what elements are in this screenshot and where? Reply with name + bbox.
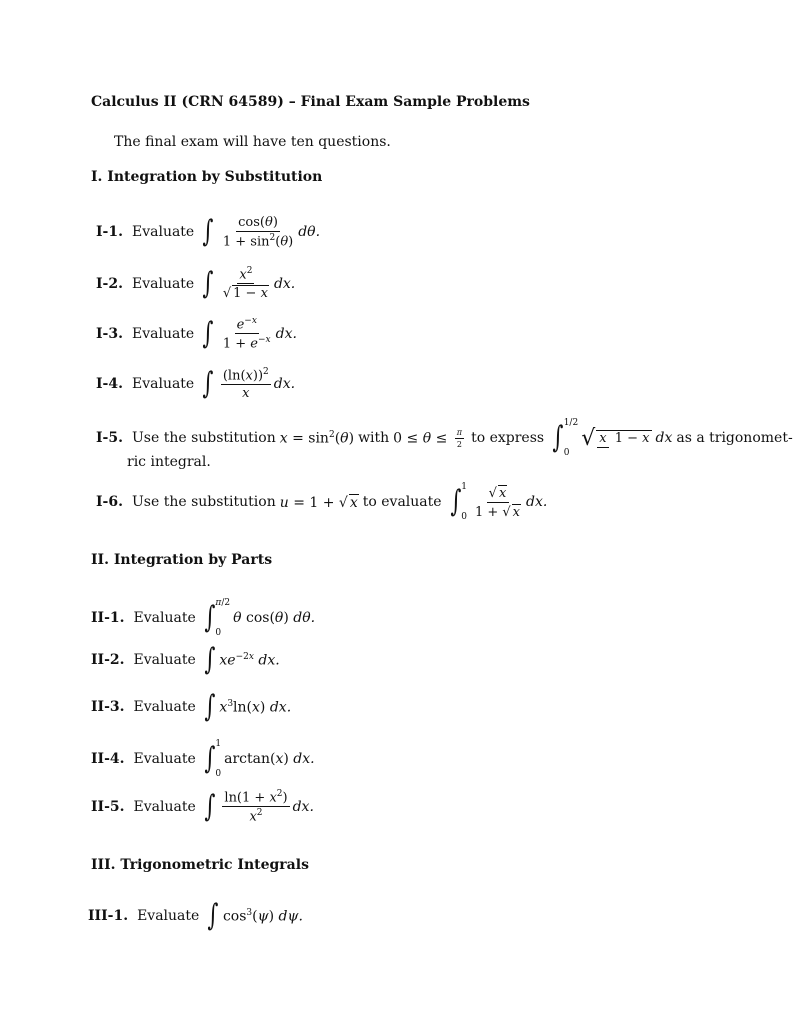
problem-verb: Evaluate — [131, 325, 195, 342]
problem-label: I-6. — [96, 494, 123, 510]
problem-i-6 — [96, 482, 547, 522]
math-fraction: $\frac{√ x}{1 + √ x}$ — [474, 485, 520, 520]
problem-label: II-4. — [91, 751, 125, 767]
problem-text: with — [358, 430, 390, 446]
integral-sign: ∫ — [202, 366, 214, 402]
sqrt-sign: √ — [581, 425, 596, 451]
problem-i-5 — [96, 418, 793, 458]
problem-ii-5 — [91, 789, 314, 825]
integral-sign: ∫ — [202, 315, 214, 351]
problem-i-1 — [96, 215, 320, 249]
math-expression: dx. — [273, 376, 296, 393]
problem-verb: Evaluate — [137, 908, 200, 924]
problem-i-4 — [96, 367, 295, 401]
math-fraction: $\frac{x^2}{√ 1 - x}$ — [222, 266, 268, 302]
integral-limits: 1 0 — [461, 482, 467, 522]
integral-limits: π/2 0 — [215, 598, 231, 638]
problem-ii-3 — [91, 689, 292, 724]
integral-sign: ∫ — [202, 265, 214, 301]
math-fraction: $\frac{(\ln(x))^2}{x}$ — [222, 367, 269, 402]
math-expression: arctan(x) dx. — [224, 751, 315, 767]
page-title: Calculus II (CRN 64589) – Final Exam Sample Problems — [91, 94, 530, 110]
math-expression: dx. — [526, 494, 548, 510]
math-expression: $xe^{-2x}$ dx. — [219, 651, 280, 669]
problem-verb: Evaluate — [133, 699, 196, 715]
integral-sign: ∫ — [204, 642, 216, 677]
math-expression: θ cos(θ) dθ. — [233, 610, 316, 626]
integral-limits: 1 0 — [215, 739, 222, 779]
math-expression: $x^3\ln(x)$ dx. — [219, 698, 292, 716]
problem-verb: Evaluate — [133, 751, 196, 767]
math-expression: dx. — [273, 275, 296, 292]
problem-label: I-4. — [96, 376, 123, 393]
problem-ii-1 — [91, 598, 315, 638]
problem-label: II-2. — [91, 652, 125, 668]
problem-verb: Evaluate — [131, 376, 195, 393]
integral-sign: ∫ — [204, 741, 216, 776]
math-expression: 0 ≤ θ ≤ $\frac{\pi}{2}$ — [393, 427, 463, 449]
math-fraction: $\frac{\ln(1 + x^2)}{x^2}$ — [224, 789, 288, 825]
problem-text: Use the substitution — [131, 430, 276, 446]
section-heading-parts: II. Integration by Parts — [91, 552, 273, 568]
problem-verb: Evaluate — [131, 224, 195, 241]
integral-sign: ∫ — [204, 689, 216, 724]
problem-text: Use the substitution — [131, 494, 276, 510]
problem-label: III-1. — [88, 908, 129, 924]
integral-limits: 1/2 0 — [563, 418, 579, 458]
math-expression: u = 1 + √ x — [279, 494, 358, 511]
math-expression: dx. — [292, 798, 314, 815]
math-expression: $\cos^3(\psi)$ dψ. — [222, 907, 303, 925]
problem-text-continuation: ric integral. — [127, 454, 211, 470]
section-heading-trig: III. Trigonometric Integrals — [91, 857, 309, 873]
problem-label: I-1. — [96, 224, 123, 241]
problem-text: to express — [471, 430, 545, 446]
math-expression: $x = \sin^2(\theta)$ — [279, 429, 355, 447]
problem-label: II-1. — [91, 610, 125, 626]
integral-sign: ∫ — [204, 600, 216, 635]
problem-text: to evaluate — [362, 494, 442, 510]
math-fraction: $\frac{\cos(\theta)}{1 + \sin^2(\theta)}$ — [222, 215, 294, 250]
integral-sign: ∫ — [449, 484, 461, 519]
problem-text: as a trigonomet- — [676, 430, 793, 446]
integral-sign: ∫ — [204, 788, 216, 824]
section-heading-substitution: I. Integration by Substitution — [91, 169, 323, 185]
integral-sign: ∫ — [207, 898, 219, 933]
problem-ii-4 — [91, 739, 315, 779]
problem-i-2 — [96, 266, 295, 301]
math-expression: dθ. — [298, 224, 321, 241]
problem-label: I-2. — [96, 275, 123, 292]
integral-sign: ∫ — [202, 214, 214, 250]
problem-ii-2 — [91, 642, 280, 677]
problem-label: I-3. — [96, 325, 123, 342]
problem-verb: Evaluate — [133, 610, 196, 626]
problem-verb: Evaluate — [131, 275, 195, 292]
math-fraction: $\frac{e^{-x}}{1 + e^{-x}}$ — [222, 316, 271, 352]
problem-verb: Evaluate — [133, 652, 196, 668]
problem-label: II-3. — [91, 699, 125, 715]
problem-i-3 — [96, 316, 297, 352]
integral-sign: ∫ — [552, 420, 564, 455]
math-fraction: x 1 − x — [596, 430, 652, 446]
problem-verb: Evaluate — [133, 798, 196, 815]
math-expression: dx. — [275, 325, 297, 342]
math-expression: dx — [655, 430, 673, 446]
problem-label: II-5. — [91, 798, 125, 815]
problem-label: I-5. — [96, 430, 123, 446]
intro-text: The final exam will have ten questions. — [114, 134, 391, 150]
problem-iii-1 — [88, 898, 303, 933]
